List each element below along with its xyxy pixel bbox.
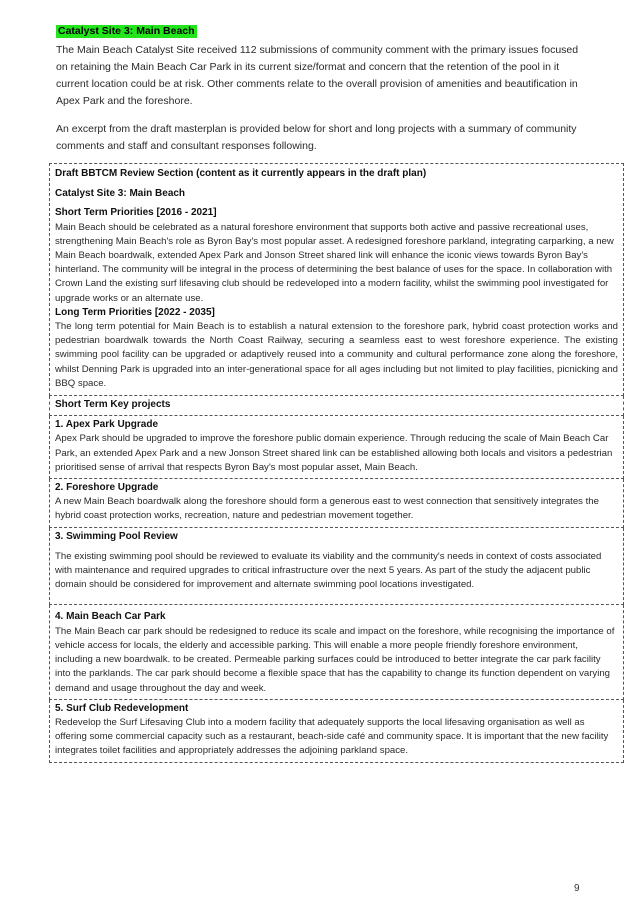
review-section-cell (50, 164, 624, 396)
review-site-label: Catalyst Site 3: Main Beach (55, 188, 186, 200)
project-cell (50, 605, 624, 699)
short-term-heading: Short Term Priorities [2016 - 2021] (55, 207, 217, 219)
project-cell (50, 416, 624, 479)
project-title: 1. Apex Park Upgrade (55, 419, 159, 431)
project-text: The existing swimming pool should be reviewed to evaluate its viability and the community's needs in context of costs associated with maintenance and required upgrades to critical infrastructure over the next 5 years. As part of the study the adjacent public domain should be considered for improvement and alternate swimming pool locations investigated. (55, 550, 602, 591)
section-heading-wrap (56, 21, 197, 39)
key-projects-heading-cell (50, 396, 624, 416)
intro-paragraph-2: An excerpt from the draft masterplan is provided below for short and long projects with a summary of community comments and staff and consultant responses following. (56, 123, 577, 152)
project-text: The Main Beach car park should be redesigned to reduce its scale and impact on the foreshore, while recognising the importance of vehicle access for locals, the elderly and accessible parking. This will enable a more people friendly foreshore environment, including a new boardwalk. to be created. Permeable parking surfaces could be introduced to better integrate the car park facility into the parklands. The car park should become a flexible space that has the capability to change its function dependent on varying demand and usage throughout the day and week. (55, 625, 615, 694)
project-cell (50, 527, 624, 605)
page-number: 9 (574, 883, 580, 894)
project-title: 2. Foreshore Upgrade (55, 482, 159, 494)
project-cell (50, 699, 624, 762)
project-row (50, 527, 624, 605)
project-title: 3. Swimming Pool Review (55, 530, 178, 542)
project-row (50, 416, 624, 479)
project-text: Redevelop the Surf Lifesaving Club into a modern facility that adequately supports the local lifesaving organisation as well as offering some commercial capacity such as a restaurant, beach-side café and community space. It is important that the new facility integrates toilet facilities and appropriately addresses the adjoining parkland space. (55, 716, 609, 757)
key-projects-heading: Short Term Key projects (55, 399, 171, 411)
section-heading: Catalyst Site 3: Main Beach (58, 25, 195, 37)
long-term-text: The long term potential for Main Beach is to establish a natural extension to the foreshore park, hybrid coast protection works and pedestrian boardwalk towards the North Coast Railway, securing a seamless east to west foreshore experience. The existing swimming pool facility can be upgraded or adaptively reused into a community and cultural performance zone along the foreshore, whilst Denning Park is upgraded into an inter-generational space for all ages including but not limited to play facilities, picnicking and BBQ space. (55, 321, 618, 389)
short-term-text: Main Beach should be celebrated as a natural foreshore environment that supports both active and passive recreational uses, strengthening Main Beach's role as Byron Bay's most popular asset. A redesigned foreshore parkland, integrating carparking, a new Main Beach boardwalk, extended Apex Park and Jonson Street shared link will enhance the iconic views towards Byron Bay's hinterland. The community will be integral in the process of determining the best balance of uses for the space. In collaboration with Crown Land the existing surf lifesaving club should be redeveloped into a modern facility, whilst the swimming pool investigated for upgrade works or an alternate use. (55, 221, 614, 304)
intro-paragraph-1: The Main Beach Catalyst Site received 112 submissions of community comment with the primary issues focused on retaining the Main Beach Car Park in its current size/format and concern that the retention of the pool in it current location could be at risk. Other comments relate to the overall provision of amenities and beautification in Apex Park and the foreshore. (56, 44, 579, 107)
project-row (50, 605, 624, 699)
project-row (50, 699, 624, 762)
project-text: A new Main Beach boardwalk along the foreshore should form a generous east to west connection that sensitively integrates the hybrid coast protection works, recreation, nature and pedestrian movement together. (55, 496, 599, 522)
long-term-heading: Long Term Priorities [2022 - 2035] (55, 306, 215, 318)
review-section-row (50, 164, 624, 396)
project-text: Apex Park should be upgraded to improve the foreshore public domain experience. Through reducing the scale of Main Beach Car Park, an extended Apex Park and a new Jonson Street shared link can be established allowing both locals and visitors a pedestrian prioritised sense of arrival that respects Byron Bay's most popular asset, Main Beach. (55, 433, 613, 473)
project-cell (50, 479, 624, 528)
project-title: 4. Main Beach Car Park (55, 611, 166, 623)
project-row (50, 479, 624, 528)
review-box-title: Draft BBTCM Review Section (content as it currently appears in the draft plan) (55, 168, 427, 179)
review-table (49, 163, 624, 763)
project-title: 5. Surf Club Redevelopment (55, 702, 189, 714)
key-projects-heading-row (50, 396, 624, 416)
